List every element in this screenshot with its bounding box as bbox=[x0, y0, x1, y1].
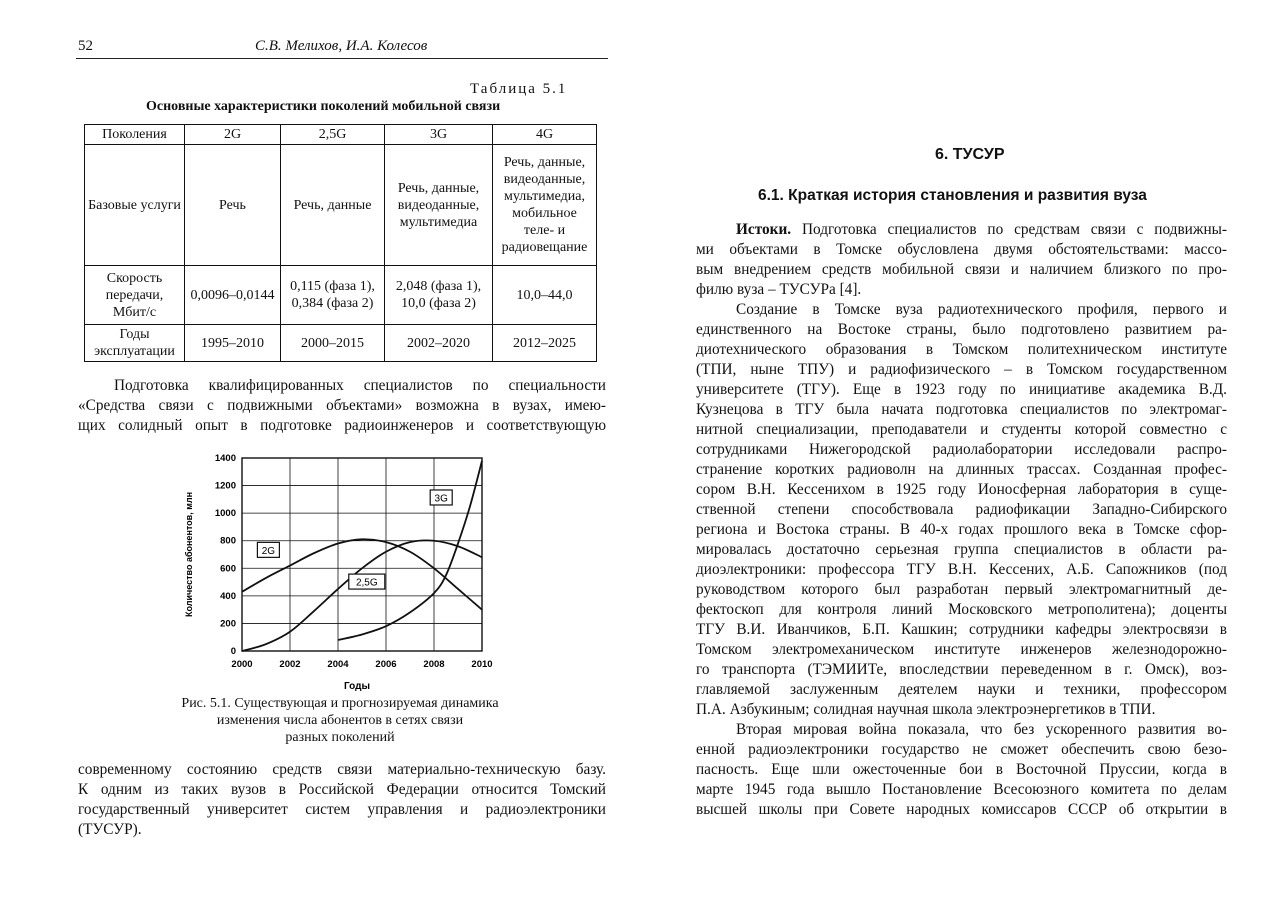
subscriber-dynamics-chart bbox=[170, 446, 510, 696]
text-line: региона и Востока страны. В 40-х годах прошлого века в Томске сфор- bbox=[696, 521, 1227, 538]
text-line: К одним из таких вузов в Российской Федерации относится Томский bbox=[78, 781, 606, 798]
table-cell: Годы эксплуатации bbox=[85, 325, 185, 362]
table-cell: Речь, данные bbox=[281, 145, 385, 266]
table-row bbox=[85, 325, 597, 362]
text-line: (ТУСУР). bbox=[78, 821, 142, 838]
running-header-authors: С.В. Мелихов, И.А. Колесов bbox=[255, 38, 428, 54]
table-row bbox=[85, 266, 597, 325]
table-header-cell: 2G bbox=[185, 125, 281, 145]
text-line: Создание в Томске вуза радиотехнического профиля, первого и bbox=[736, 301, 1227, 318]
x-tick-label: 2004 bbox=[327, 659, 349, 670]
text-line: енной радиоэлектроники государство не сможет обеспечить свою безо- bbox=[696, 741, 1227, 758]
table-cell: Скорость передачи, Мбит/с bbox=[85, 266, 185, 325]
text-line bbox=[696, 220, 1227, 240]
table-cell: 2,048 (фаза 1), 10,0 (фаза 2) bbox=[385, 266, 493, 325]
table-header-row bbox=[85, 125, 597, 145]
x-axis-label: Годы bbox=[343, 681, 371, 692]
text-line: руководством которого был разработан первый электромагнитный де- bbox=[696, 581, 1227, 598]
y-tick-label: 800 bbox=[220, 535, 236, 547]
chart-svg bbox=[170, 446, 510, 696]
caption-line: Рис. 5.1. Существующая и прогнозируемая динамика bbox=[181, 696, 499, 711]
text-line: Кузнецова в ТГУ была начата подготовка специалистов по электромаг- bbox=[696, 401, 1227, 418]
caption-line: изменения числа абонентов в сетях связи bbox=[216, 713, 464, 728]
text-line: Вторая мировая война показала, что без ускоренного развития во- bbox=[736, 721, 1227, 738]
y-tick-label: 0 bbox=[230, 646, 236, 657]
x-tick-label: 2008 bbox=[423, 659, 445, 670]
text-line: вым внедрением средств мобильной связи и наличием близкого по про- bbox=[696, 261, 1227, 278]
table-cell: 2000–2015 bbox=[281, 325, 385, 362]
section-title: 6.1. Краткая история становления и развития вуза bbox=[758, 187, 1147, 204]
table-header-cell: 3G bbox=[385, 125, 493, 145]
text-line: университете (ТГУ). Еще в 1923 году по инициативе академика В.Д. bbox=[696, 381, 1227, 398]
text-line: странение коротких радиоволн на длинных трассах. Созданная профес- bbox=[696, 461, 1227, 478]
series-label: 2,5G bbox=[355, 577, 378, 589]
series-line-3G bbox=[338, 461, 482, 640]
table-cell: Речь, данные, видеоданные, мультимедиа bbox=[385, 145, 493, 266]
y-tick-label: 1200 bbox=[214, 480, 236, 492]
text-line: диоэлектроники: профессора ТГУ В.Н. Кессених, А.Б. Сапожников (под bbox=[696, 561, 1227, 578]
table-title: Основные характеристики поколений мобильной связи bbox=[146, 99, 501, 114]
x-tick-label: 2000 bbox=[231, 659, 253, 670]
table-header-cell: Поколения bbox=[85, 125, 185, 145]
text-line: ТГУ В.И. Иванчиков, Б.П. Кашкин; сотрудники кафедры электросвязи в bbox=[696, 621, 1227, 638]
text-line: главляемой заслуженным деятелем науки и техники, профессором bbox=[696, 681, 1227, 698]
caption-line: разных поколений bbox=[285, 730, 395, 745]
text-line: П.А. Азбукиным; солидная научная школа электроэнергетиков в ТПИ. bbox=[696, 701, 1156, 718]
text-line: Томском электромеханическом институте инженеров железнодорожно- bbox=[696, 641, 1227, 658]
header-rule bbox=[76, 58, 608, 59]
x-tick-label: 2006 bbox=[375, 659, 397, 670]
text-line: фектоскоп для контроля линий Московского метрополитена); доценты bbox=[696, 601, 1227, 618]
x-tick-label: 2002 bbox=[279, 659, 301, 670]
table-number: Таблица 5.1 bbox=[470, 81, 568, 97]
text-line: современному состоянию средств связи материально-техническую базу. bbox=[78, 761, 606, 778]
text-line: марте 1945 года вышло Постановление Всесоюзного комитета по делам bbox=[696, 781, 1227, 798]
text-line: го транспорта (ТЭМИИТе, впоследствии переведенном в г. Омск), воз- bbox=[696, 661, 1227, 678]
y-axis-label: Количество абонентов, млн bbox=[184, 491, 194, 618]
section-body bbox=[696, 220, 1227, 820]
table-cell: 10,0–44,0 bbox=[493, 266, 597, 325]
table-cell: 2012–2025 bbox=[493, 325, 597, 362]
x-tick-label: 2010 bbox=[471, 659, 493, 670]
text-line: ми объектами в Томске обусловлена двумя обстоятельствами: массо- bbox=[696, 241, 1227, 258]
table-cell: Речь, данные, видеоданные, мультимедиа, мобильное теле- и радиовещание bbox=[493, 145, 597, 266]
table-cell: 1995–2010 bbox=[185, 325, 281, 362]
y-tick-label: 200 bbox=[220, 618, 236, 630]
series-label: 3G bbox=[434, 493, 448, 505]
table-header-cell: 2,5G bbox=[281, 125, 385, 145]
chapter-title: 6. ТУСУР bbox=[935, 146, 1005, 163]
text-line: филю вуза – ТУСУРа [4]. bbox=[696, 281, 862, 298]
generations-table bbox=[84, 124, 597, 362]
text-line: государственный университет систем управления и радиоэлектроники bbox=[78, 801, 606, 818]
text-line: единственного на Востоке страны, было подготовлено развитием ра- bbox=[696, 321, 1227, 338]
table-cell: 2002–2020 bbox=[385, 325, 493, 362]
y-tick-label: 600 bbox=[220, 563, 236, 575]
text-line: диотехнического образования в Томском политехническом институте bbox=[696, 341, 1227, 358]
text-line: нитной специализации, преподаватели и студенты которой совместно с bbox=[696, 421, 1227, 438]
y-tick-label: 1400 bbox=[214, 453, 236, 464]
lead-rest: Подготовка специалистов по средствам связи с подвижны- bbox=[791, 221, 1227, 238]
table-header-cell: 4G bbox=[493, 125, 597, 145]
paragraph-before-figure bbox=[78, 376, 606, 436]
page-number: 52 bbox=[78, 38, 93, 54]
right-page bbox=[640, 0, 1280, 907]
table-cell: 0,115 (фаза 1), 0,384 (фаза 2) bbox=[281, 266, 385, 325]
text-line: (ТПИ, ныне ТПУ) и радиофизического – в Томском государственном bbox=[696, 361, 1227, 378]
table-cell: Речь bbox=[185, 145, 281, 266]
text-line: высшей школы при Совете народных комиссаров СССР об открытии в bbox=[696, 801, 1227, 818]
lead-word: Истоки. bbox=[736, 221, 792, 238]
text-line: сором В.Н. Кессенихом в 1925 году Ионосферная лаборатория в суще- bbox=[696, 481, 1227, 498]
paragraph-after-figure bbox=[78, 760, 606, 840]
table-row bbox=[85, 145, 597, 266]
text-line: мировалась достаточно серьезная группа специалистов в области ра- bbox=[696, 541, 1227, 558]
text-line: ственной степени способствовала радиофикации Западно-Сибирского bbox=[696, 501, 1227, 518]
text-line: «Средства связи с подвижными объектами» возможна в вузах, имею- bbox=[78, 397, 606, 414]
text-line: Подготовка квалифицированных специалистов по специальности bbox=[114, 377, 606, 394]
table-cell: Базовые услуги bbox=[85, 145, 185, 266]
series-label: 2G bbox=[261, 545, 276, 557]
figure-caption bbox=[140, 695, 540, 746]
text-line: сотрудниками Нижегородской радиолаборатории исследовали распро- bbox=[696, 441, 1227, 458]
y-tick-label: 400 bbox=[220, 590, 236, 602]
y-tick-label: 1000 bbox=[214, 508, 236, 520]
table-cell: 0,0096–0,0144 bbox=[185, 266, 281, 325]
text-line: щих солидный опыт в подготовке радиоинженеров и соответствующую bbox=[78, 417, 606, 434]
text-line: пасность. Еще шли ожесточенные бои в Восточной Пруссии, когда в bbox=[696, 761, 1227, 778]
